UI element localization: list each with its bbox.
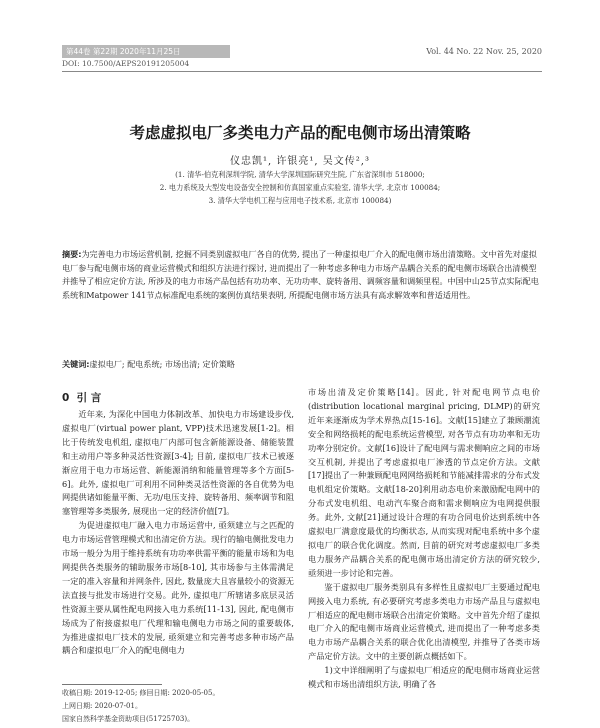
footnote-online: 上网日期: 2020-07-01。 [62,702,142,710]
abstract [62,248,540,302]
right-column [308,386,540,692]
paragraph: 为促进虚拟电厂融入电力市场运营中, 亟须建立与之匹配的电力市场运营管理模式和出清定价方法。现行的输电侧批发电力市场一般分为用于维持系统有功功率供需平衡的能量市场和为电网提供各类服务的辅助服务市场[8-10], 其市场参与主体需满足一定的准入容量和并网条件, 因此, 数量庞大且容量较小的资源无法直接与批发市场进行交易。此外, 虚拟电厂所辖诸多底层灵活性资源主要从属性配电网接入电力系统[11-13], 因此, 配电侧市场成为了衔接虚拟电厂代理和输电侧电力市场之间的重要载体, 为推进虚拟电厂技术的发展, 亟须建立和完善考虑多种市场产品耦合和虚拟电厂介入的配电侧电力 [62,520,294,656]
section-heading [62,390,101,405]
abstract-label: 摘要: [62,249,82,259]
affiliation-line: 2. 电力系统及大型发电设备安全控制和仿真国家重点实验室, 清华大学, 北京市 100084; [159,183,441,192]
footnote-funding: 国家自然科学基金资助项目(51725703)。 [62,715,195,723]
keywords-text: 虚拟电厂; 配电系统; 市场出清; 定价策略 [89,359,235,369]
paragraph: 近年来, 为深化中国电力体制改革、加快电力市场建设步伐, 虚拟电厂(virtual power plant, VPP)技术迅速发展[1-2]。相比于传统发电机组, 虚拟电厂内部可包含新能源设备、储能装置和主动用户等多种灵活性资源[3-4]; 目前, 虚拟电厂技术已被逐渐应用于电力市场运营、新能源消纳和能量管理等多个方面[5-6]。此外, 虚拟电厂可利用不同种类灵活性资源的各自优势为电网提供诸如能量平衡、无功/电压支持、旋转备用、频率调节和阻塞管理等多类服务, 展现出一定的经济价值[7]。 [62,409,295,517]
doi-line: DOI: 10.7500/AEPS20191205004 [62,59,190,68]
affiliation-line: 3. 清华大学电机工程与应用电子技术系, 北京市 100084) [208,196,392,205]
header-rule [62,71,542,72]
journal-issue-badge: 第44卷 第22期 2020年11月25日 [62,45,230,58]
left-column [62,408,294,658]
journal-volume-info: Vol. 44 No. 22 Nov. 25, 2020 [426,47,542,56]
abstract-text: 为完善电力市场运营机制, 挖掘不同类别虚拟电厂各自的优势, 提出了一种虚拟电厂介入的配电侧市场出清策略。文中首先对虚拟电厂参与配电侧市场的商业运营模式和组织方法进行探讨, 进而提出了一种考虑多种电力市场产品耦合关系的配电侧市场联合出清模型并推导了相应定价方法, 所涉及的电力市场产品包括有功功率、无功功率、旋转备用、调频容量和调频里程。中国中山25节点实际配电系统和Matpower 141节点标准配电系统的案例仿真结果表明, 所提配电侧市场方法具有高求解效率和普适适用性。 [62,249,539,300]
author-list: 仪忠凯¹, 许银亮¹, 吴文传²,³ [230,156,370,167]
paper-title: 考虑虚拟电厂多类电力产品的配电侧市场出清策略 [129,124,471,142]
keywords-label: 关键词: [62,359,90,369]
paragraph: 鉴于虚拟电厂服务类别具有多样性且虚拟电厂主要通过配电网接入电力系统, 有必要研究考虑多类电力市场产品且与虚拟电厂相适应的配电侧市场联合出清定价策略。文中首先介绍了虚拟电厂介入的配电侧市场商业运营模式, 进而提出了一种考虑多类电力市场产品耦合关系的联合优化出清模型, 并推导了各类市场产品定价方法。文中的主要创新点概括如下。 [308,581,540,662]
footnote-received: 收稿日期: 2019-12-05; 修回日期: 2020-05-05。 [62,689,220,697]
affiliation-line: (1. 清华-伯克利深圳学院, 清华大学深圳国际研究生院, 广东省深圳市 518000; [175,170,425,179]
section-number: 0 [62,392,70,404]
paragraph: 1)文中详细阐明了与虚拟电厂相适应的配电侧市场商业运营模式和市场出清组织方法, 明确了各 [308,665,540,690]
keywords [62,359,540,370]
section-title: 引 言 [76,392,102,404]
footnote-rule [62,684,162,685]
paragraph: 市场出清及定价策略[14]。因此, 针对配电网节点电价(distribution locational marginal pricing, DLMP)的研究近年来逐渐成为学术界热点[15-16]。文献[15]建立了兼顾潮流安全和网络损耗的配电系统运营模型, 对各节点有功功率和无功功率分别定价。文献[16]设计了配电网与需求侧响应之间的市场交互机制, 并提出了考虑虚拟电厂渗透的节点定价方法。文献[17]提出了一种兼顾配电网网络损耗和节能减排需求的分布式发电机组定价策略。文献[18-20]利用动态电价来激励配电网中的分布式发电机组、电动汽车聚合商和需求侧响应为电网提供服务。此外, 文献[21]通过设计合理的有功合同电价达到系统中各虚拟电厂满意度最优的均衡状态, 从而实现对配电系统中多个虚拟电厂的联合优化调度。然而, 目前的研究对考虑虚拟电厂多类电力服务产品耦合关系的配电侧市场出清定价方法的研究较少, 亟须进一步讨论和完善。 [308,387,540,578]
